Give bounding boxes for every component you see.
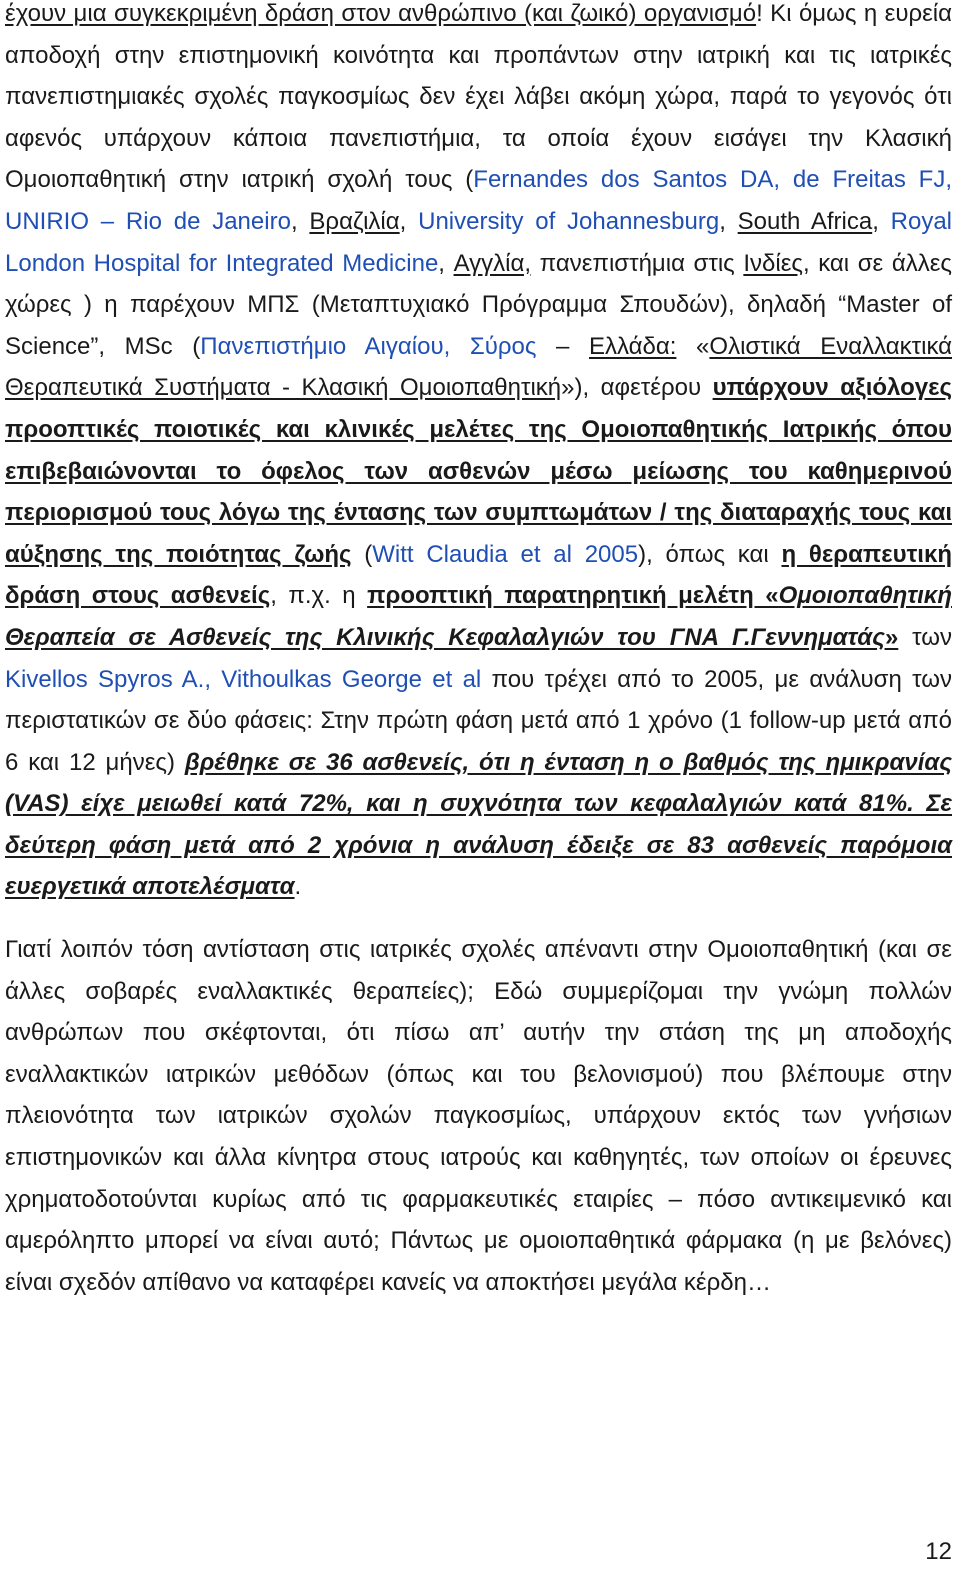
text-run: , [872,207,891,235]
country-greece: Ελλάδα: [589,332,677,360]
reference-aegean-university: Πανεπιστήμιο Αιγαίου, Σύρος [200,332,537,360]
country-south-africa: South Africa [737,207,873,235]
emphasis-study-results: βρέθηκε σε 36 ασθενείς, ότι η ένταση η ο βαθμός της ημικρανίας (VAS) είχε μειωθεί κατά 72%, και η συχνότητα των κεφαλαλγιών κατά 81%. Σε δεύτερη φάση μετά από 2 χρόνια η ανάλυση έδειξε σε 83 ασθενείς παρόμοια ευεργετικά αποτελέσματα [5,748,953,901]
reference-royal-london: Royal London Hospital for Integrated Medicine [5,207,953,277]
text-run: των [898,623,952,651]
text-run: »), αφετέρου [561,374,713,402]
emphasis-prospective-study: προοπτική παρατηρητική μελέτη « [367,582,779,610]
study-title: Ομοιοπαθητική Θεραπεία σε Ασθενείς της Κλινικής Κεφαλαλγιών του ΓΝΑ Γ.Γεννηματάς [5,582,953,651]
reference-johannesburg: University of Johannesburg [418,207,720,235]
emphasis-quality-studies: υπάρχουν αξιόλογες προοπτικές ποιοτικές και κλινικές μελέτες της Ομοιοπαθητικής Ιατρικής όπου επιβεβαιώνονται το όφελος των ασθενών μέσω μείωσης του καθημερινού περιορισμού τους λόγω της έντασης των συμπτωμάτων / της διαταραχής τους και αύξησης της ποιότητας ζωής [5,374,952,568]
reference-witt: Witt Claudia et al 2005 [372,540,639,568]
reference-brazil-unirio: Fernandes dos Santos DA, de Freitas FJ, UNIRIO – Rio de Janeiro [5,166,953,235]
text-run: , π.χ. η [270,582,368,610]
country-england: Αγγλία, [453,249,532,277]
paragraph-resistance: Γιατί λοιπόν τόση αντίσταση στις ιατρικές σχολές απέναντι στην Ομοιοπαθητική (και σε άλλες σοβαρές εναλλακτικές θεραπείες); Εδώ συμμερίζομαι την γνώμη πολλών ανθρώπων που σκέφτονται, ότι πίσω απ’ αυτήν την στάση της μη αποδοχής εναλλακτικών ιατρικών μεθόδων (όπως και του βελονισμού) που βλέπουμε στην πλειονότητα των ιατρικών σχολών παγκοσμίως, υπάρχουν εκτός των γνήσιων επιστημονικών και άλλα κίνητρα στους ιατρούς και καθηγητές, των οποίων οι έρευνες χρηματοδοτούνται κυρίως από τις φαρμακευτικές εταιρίες – πόσο αντικειμενικό και αμερόληπτο μπορεί να είναι αυτό; Πάντως με ομοιοπαθητικά φάρμακα (η με βελόνες) είναι σχεδόν απίθανο να καταφέρει κανείς να αποκτήσει μεγάλα κέρδη… [5,936,952,1296]
country-india: Ινδίες [743,249,803,277]
country-brazil: Βραζιλία [309,207,400,235]
text-run: που τρέχει από το 2005, με ανάλυση των περιστατικών σε δύο φάσεις: Στην πρώτη φάση μετά από 1 χρόνο (1 follow-up μετά από 6 και 12 μήνες) [5,665,952,776]
text-run: , [719,207,738,235]
reference-kivellos: Kivellos Spyros A., Vithoulkas George et al [5,665,482,693]
text-run: , [290,207,310,235]
text-run: ), όπως και [638,540,782,568]
text-run: » [884,623,899,651]
text-run: , [399,207,419,235]
document-page [5,0,952,1303]
program-title: Ολιστικά Εναλλακτικά Θεραπευτικά Συστήματα - Κλασική Ομοιοπαθητική [5,332,953,402]
text-run: πανεπιστήμια στις [531,249,744,277]
text-run: έχουν μια συγκεκριμένη δράση στον ανθρώπινο (και ζωικό) οργανισμό [5,0,757,27]
paragraph-homeopathy-evidence [5,0,952,908]
text-run: . [294,873,302,901]
text-run: , [438,249,454,277]
text-run: « [676,332,710,360]
text-run: ! Κι όμως η ευρεία αποδοχή στην επιστημονική κοινότητα και προπάντων στην ιατρική και τις ιατρικές πανεπιστημιακές σχολές παγκοσμίως δεν έχει λάβει ακόμη χώρα, παρά το γεγονός ότι αφενός υπάρχουν κάποια πανεπιστήμια, τα οποία έχουν εισάγει την Κλασική Ομοιοπαθητική στην ιατρική σχολή τους ( [5,0,952,194]
emphasis-therapeutic-action: η θεραπευτική δράση στους ασθενείς [5,540,953,610]
text-run: ( [351,540,373,568]
text-run: , και σε άλλες χώρες ) η παρέχουν ΜΠΣ (Μεταπτυχιακό Πρόγραμμα Σπουδών), δηλαδή “Master of Science”, MSc ( [5,249,952,360]
text-run: – [536,332,589,360]
page-number: 12 [925,1538,952,1565]
